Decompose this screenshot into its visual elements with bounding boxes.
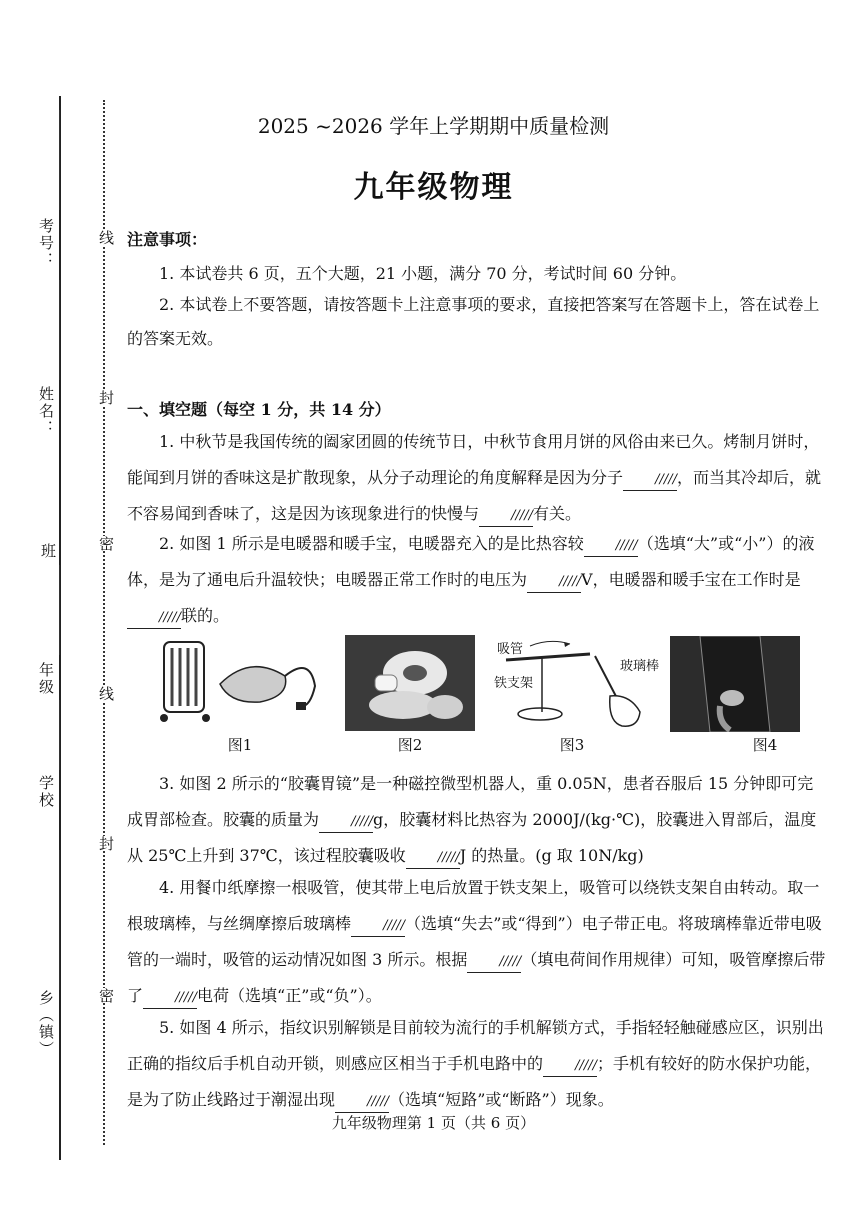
q4-text-3: （填电荷间作用规律）可知，吸管摩擦后带了 (127, 950, 826, 1005)
q2-text-1: 2. 如图 1 所示是电暖器和暖手宝，电暖器充入的是比热容较 (159, 534, 584, 553)
fig3-label-straw: 吸管 (497, 642, 524, 657)
seal-mark-secret-2: 密 (97, 988, 115, 1003)
fig3-label-rod: 玻璃棒 (620, 659, 660, 674)
page-footer: 九年级物理第 1 页（共 6 页） (331, 1114, 536, 1132)
q5-text-2: ；手机有较好的防水保护功能，是为了防止线路过于潮湿出现 (127, 1054, 822, 1109)
q4-text-4: 电荷（选填“正”或“负”）。 (197, 986, 382, 1005)
answer-blank[interactable]: ///// (319, 812, 373, 833)
answer-blank[interactable]: ///// (479, 506, 533, 527)
figure-1-image (150, 636, 330, 728)
q5-text-1: 5. 如图 4 所示，指纹识别解锁是目前较为流行的手机解锁方式，手指轻轻触碰感应区，识别出正确的指纹后手机自动开锁，则感应区相当于手机电路中的 (127, 1018, 824, 1073)
question-3 (127, 766, 827, 874)
answer-blank[interactable]: ///// (335, 1092, 389, 1113)
figure-4-image (670, 636, 800, 732)
answer-blank[interactable]: ///// (127, 608, 181, 629)
figure-4-caption: 图4 (752, 736, 778, 754)
label-town: 乡（镇） (37, 990, 55, 1058)
seal-mark-secret-1: 密 (97, 536, 115, 551)
answer-blank[interactable]: ///// (623, 470, 677, 491)
answer-blank[interactable]: ///// (543, 1056, 597, 1077)
notice-item-2: 2. 本试卷上不要答题，请按答题卡上注意事项的要求，直接把答案写在答题卡上，答在试卷上的答案无效。 (127, 295, 820, 348)
blank-school[interactable] (59, 700, 60, 770)
answer-blank[interactable]: ///// (467, 952, 521, 973)
answer-blank[interactable]: ///// (351, 916, 405, 937)
subject-title: 九年级物理 (353, 170, 514, 205)
seal-mark-seal-2: 封 (97, 836, 115, 851)
seal-mark-seal-1: 封 (97, 390, 115, 405)
q2-text-4: 联的。 (181, 606, 230, 625)
answer-blank[interactable]: ///// (143, 988, 197, 1009)
notice-heading: 注意事项： (127, 230, 208, 249)
notice-item-1: 1. 本试卷共 6 页，五个大题，21 小题，满分 70 分，考试时间 60 分钟。 (159, 264, 687, 283)
label-class: 班 (39, 543, 57, 560)
q5-text-3: （选填“短路”或“断路”）现象。 (389, 1090, 614, 1109)
figure-2-image (345, 635, 475, 731)
figure-3-caption: 图3 (559, 736, 585, 754)
q3-text-1: 3. 如图 2 所示的“胶囊胃镜”是一种磁控微型机器人，重 0.05N，患者吞服后 15 分钟即可完成胃部检查。胶囊的质量为 (127, 774, 814, 829)
question-4 (127, 870, 827, 1014)
q2-text-2: （选填“大”或“小”）的液体，是为了通电后升温较快；电暖器正常工作时的电压为 (127, 534, 815, 589)
label-name: 姓名： (37, 386, 55, 437)
answer-blank[interactable]: ///// (527, 572, 581, 593)
figure-2-caption: 图2 (397, 736, 423, 754)
label-grade: 年级 (37, 662, 55, 696)
question-1 (127, 424, 827, 532)
blank-grade[interactable] (59, 565, 60, 655)
section-heading: 一、填空题（每空 1 分，共 14 分） (127, 400, 391, 419)
q3-text-3: J 的热量。(g 取 10N/kg) (459, 846, 644, 865)
q4-text-2: （选填“失去”或“得到”）电子带正电。将玻璃棒靠近带电吸管的一端时，吸管的运动情况如图 3 所示。根据 (127, 914, 822, 969)
question-5 (127, 1010, 827, 1118)
blank-name[interactable] (59, 280, 60, 380)
question-2 (127, 526, 827, 634)
seal-mark-line-1: 线 (97, 230, 115, 245)
q3-text-2: g，胶囊材料比热容为 2000J/(kg·℃)，胶囊进入胃部后，温度从 25℃上升到 37℃，该过程胶囊吸收 (127, 810, 817, 865)
label-school: 学校 (37, 775, 55, 809)
q1-text-1: 1. 中秋节是我国传统的阖家团圆的传统节日，中秋节食用月饼的风俗由来已久。烤制月饼时，能闻到月饼的香味这是扩散现象，从分子动理论的角度解释是因为分子 (127, 432, 820, 487)
seal-mark-line-2: 线 (97, 686, 115, 701)
heater-icon (160, 642, 210, 722)
label-exam-no: 考号： (37, 218, 55, 269)
q4-text-1: 4. 用餐巾纸摩擦一根吸管，使其带上电后放置于铁支架上，吸管可以绕铁支架自由转动。取一根玻璃棒，与丝绸摩擦后玻璃棒 (127, 878, 820, 933)
fig3-label-stand: 铁支架 (494, 676, 534, 691)
hand-warmer-icon (220, 667, 315, 710)
q2-text-3: V，电暖器和暖手宝在工作时是 (581, 570, 801, 589)
answer-blank[interactable]: ///// (406, 848, 460, 869)
q1-text-3: 有关。 (533, 504, 582, 523)
q1-text-2: ，而当其冷却后，就不容易闻到香味了，这是因为该现象进行的快慢与 (127, 468, 822, 523)
term-title: 2025 ~2026 学年上学期期中质量检测 (257, 114, 610, 138)
figure-1-caption: 图1 (227, 736, 253, 754)
answer-blank[interactable]: ///// (584, 536, 638, 557)
blank-town[interactable] (59, 850, 60, 990)
